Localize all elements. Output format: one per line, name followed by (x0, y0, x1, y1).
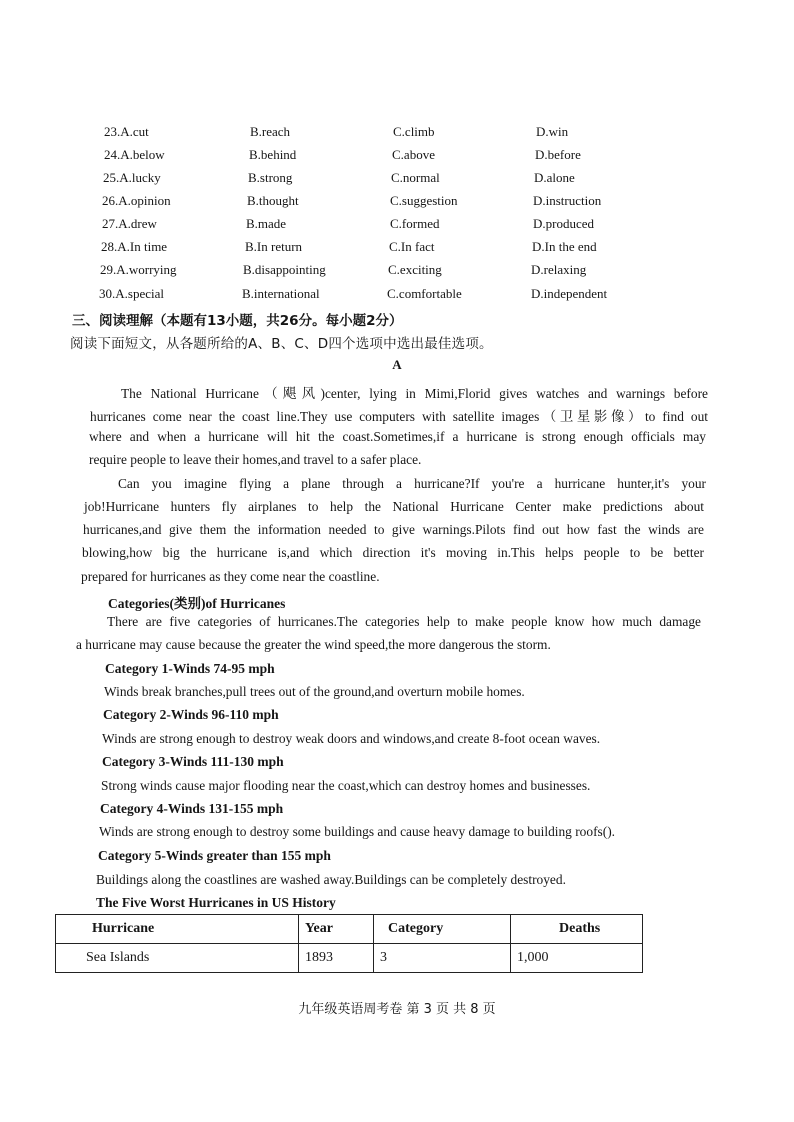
table-title: The Five Worst Hurricanes in US History (96, 895, 336, 910)
option-b: B.thought (247, 193, 299, 208)
category-description: Buildings along the coastlines are washed away.Buildings can be completely destroyed. (96, 872, 566, 887)
paragraph-line: require people to leave their homes,and travel to a safer place. (89, 452, 422, 467)
option-c: C.above (392, 147, 435, 162)
option-a: 28.A.In time (101, 239, 168, 254)
option-a: 29.A.worrying (100, 262, 177, 277)
category-title: Category 5-Winds greater than 155 mph (98, 848, 331, 863)
option-c: C.comfortable (387, 286, 462, 301)
section-instruction: 阅读下面短文，从各题所给的A、B、C、D四个选项中选出最佳选项。 (70, 336, 493, 352)
cell-deaths: 1,000 (511, 944, 643, 973)
header-category: Category (374, 915, 511, 944)
option-a: 27.A.drew (102, 216, 157, 231)
paragraph-line: Can you imagine flying a plane through a hurricane?If you're a hurricane hunter,it's your (118, 476, 706, 491)
header-year: Year (299, 915, 374, 944)
cell-category: 3 (374, 944, 511, 973)
section-title: 三、阅读理解（本题有13小题，共26分。每小题2分） (72, 313, 403, 329)
option-d: D.In the end (532, 239, 597, 254)
option-b: B.strong (248, 170, 293, 185)
option-row-24 (0, 147, 794, 167)
option-b: B.behind (249, 147, 297, 162)
paragraph-line: hurricanes,and give them the information needed to give warnings.Pilots find out how fast the winds are (83, 522, 704, 537)
category-description: Winds are strong enough to destroy weak doors and windows,and create 8-foot ocean waves. (102, 731, 601, 746)
option-c: C.exciting (388, 262, 442, 277)
option-b: B.international (242, 286, 320, 301)
header-deaths: Deaths (511, 915, 643, 944)
option-c: C.In fact (389, 239, 435, 254)
option-d: D.relaxing (531, 262, 587, 277)
option-d: D.independent (531, 286, 608, 301)
paragraph-line: a hurricane may cause because the greater the wind speed,the more dangerous the storm. (76, 637, 551, 652)
option-d: D.produced (533, 216, 595, 231)
passage-label: A (392, 357, 402, 372)
option-a: 25.A.lucky (103, 170, 161, 185)
option-d: D.win (536, 124, 569, 139)
category-description: Strong winds cause major flooding near the coast,which can destroy homes and businesses. (101, 778, 591, 793)
page-footer: 九年级英语周考卷 第 3 页 共 8 页 (298, 1002, 496, 1017)
table-header-row (56, 915, 643, 944)
paragraph-line: The National Hurricane（飓风)center, lying in Mimi,Florid gives watches and warnings before (121, 386, 708, 401)
option-a: 23.A.cut (104, 124, 149, 139)
option-a: 30.A.special (99, 286, 164, 301)
option-b: B.disappointing (243, 262, 326, 277)
option-a: 24.A.below (104, 147, 165, 162)
paragraph-line: job!Hurricane hunters fly airplanes to help the National Hurricane Center make predictions about (84, 499, 704, 514)
option-b: B.reach (250, 124, 291, 139)
paragraph-line: hurricanes come near the coast line.They use computers with satellite images（卫星影像）to find out (90, 409, 708, 424)
option-row-25 (0, 170, 794, 190)
paragraph-line: where and when a hurricane will hit the coast.Sometimes,if a hurricane is strong enough officials may (89, 429, 706, 444)
category-description: Winds are strong enough to destroy some buildings and cause heavy damage to building roofs(). (99, 824, 616, 839)
paragraph-line: prepared for hurricanes as they come near the coastline. (81, 569, 380, 584)
option-d: D.instruction (533, 193, 602, 208)
cell-year: 1893 (299, 944, 374, 973)
option-a: 26.A.opinion (102, 193, 171, 208)
option-row-26 (0, 193, 794, 213)
category-title: Category 4-Winds 131-155 mph (100, 801, 284, 816)
option-d: D.before (535, 147, 581, 162)
header-hurricane: Hurricane (56, 915, 299, 944)
paragraph-line: blowing,how big the hurricane is,and which direction it's moving in.This helps people to be better (82, 545, 704, 560)
option-row-29 (0, 262, 794, 282)
option-b: B.made (246, 216, 287, 231)
option-b: B.In return (245, 239, 303, 254)
paragraph-line: There are five categories of hurricanes.The categories help to make people know how much damage (107, 614, 701, 629)
table-row (56, 944, 643, 973)
category-title: Category 1-Winds 74-95 mph (105, 661, 275, 676)
option-c: C.suggestion (390, 193, 458, 208)
option-c: C.climb (393, 124, 435, 139)
option-row-23 (0, 124, 794, 144)
category-title: Category 2-Winds 96-110 mph (103, 707, 279, 722)
hurricanes-table (55, 914, 643, 973)
option-row-27 (0, 216, 794, 236)
categories-heading: Categories(类别)of Hurricanes (108, 596, 286, 611)
option-c: C.normal (391, 170, 440, 185)
category-title: Category 3-Winds 111-130 mph (102, 754, 284, 769)
category-description: Winds break branches,pull trees out of the ground,and overturn mobile homes. (104, 684, 525, 699)
cell-hurricane: Sea Islands (56, 944, 299, 973)
option-d: D.alone (534, 170, 575, 185)
option-row-30 (0, 286, 794, 306)
option-c: C.formed (390, 216, 440, 231)
option-row-28 (0, 239, 794, 259)
